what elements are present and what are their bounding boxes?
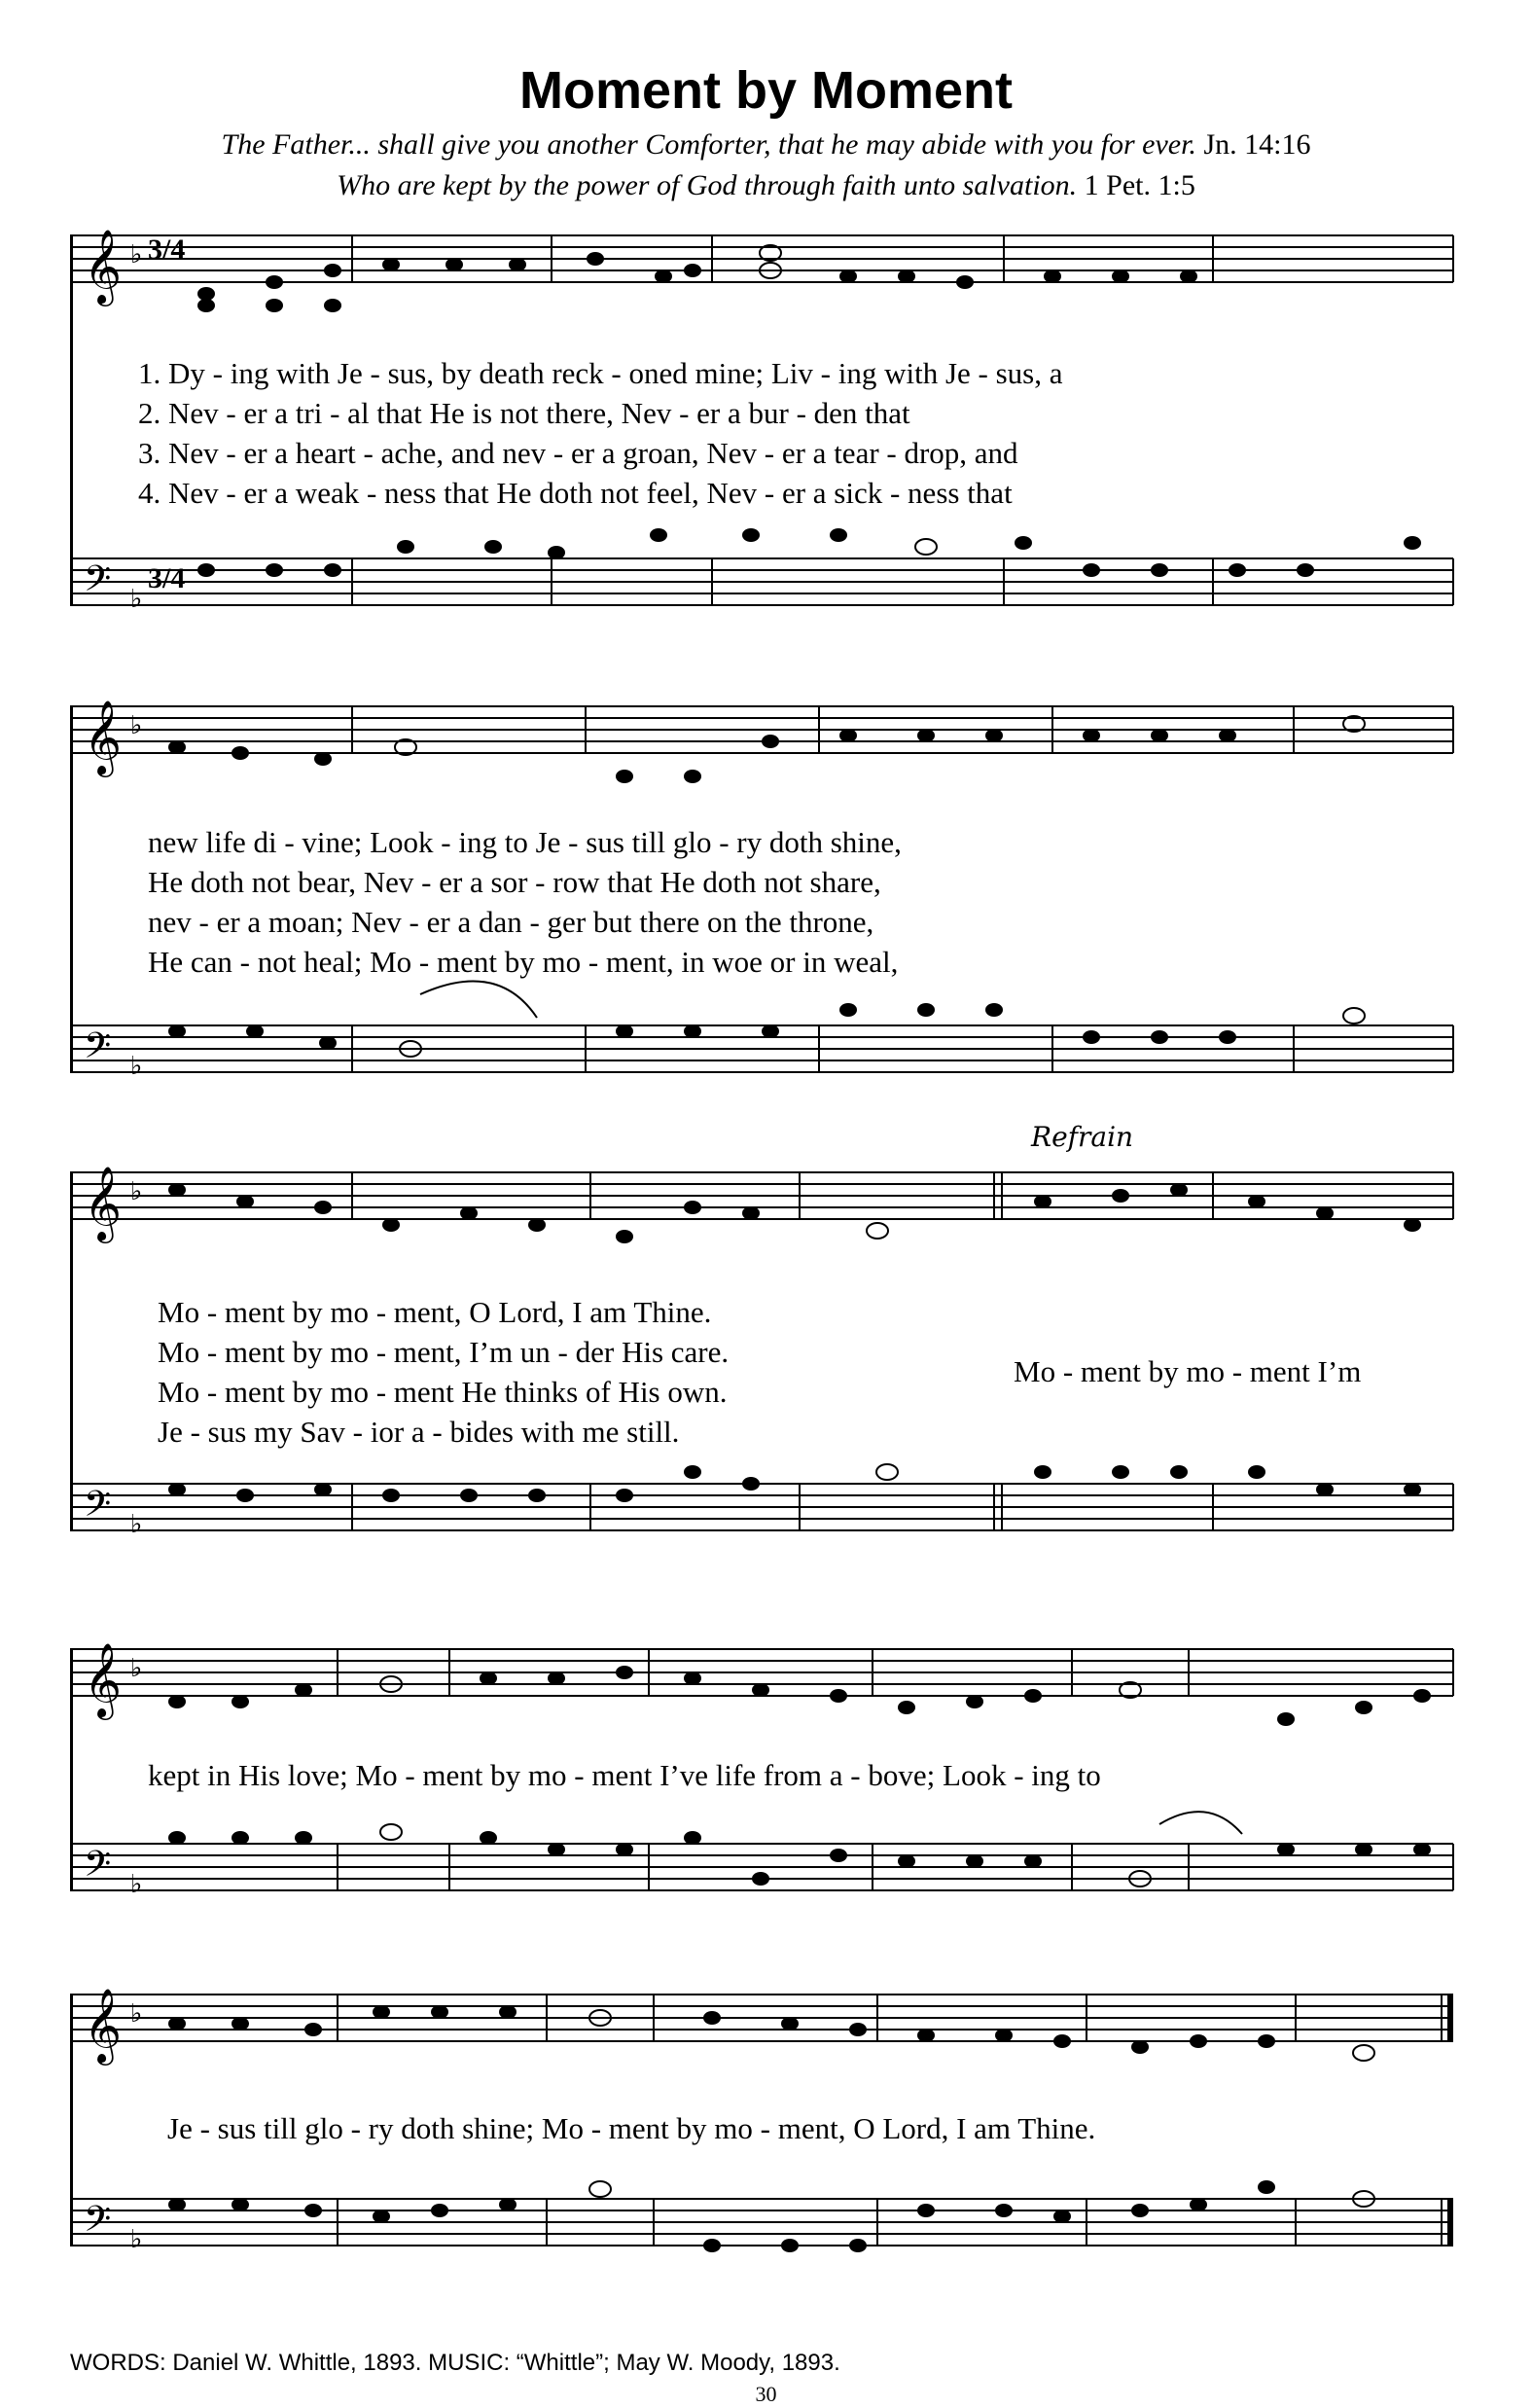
bass-clef-icon: 𝄢 (84, 559, 112, 607)
refrain-label: Refrain (1031, 1121, 1134, 1153)
time-signature-treble: 3/4 (148, 234, 186, 266)
credits-line: WORDS: Daniel W. Whittle, 1893. MUSIC: “Whittle”; May W. Moody, 1893. (70, 2350, 840, 2376)
treble-notes (168, 2005, 1374, 2061)
music-system-5 (70, 1985, 1463, 2286)
hymn-title: Moment by Moment (519, 61, 1013, 120)
bass-staff (70, 1025, 1453, 1072)
bass-notes (168, 2180, 1374, 2252)
treble-notes (168, 716, 1365, 783)
flat-icon: ♭ (130, 1654, 143, 1682)
treble-clef-icon: 𝄞 (84, 702, 123, 773)
bass-clef-icon: 𝄢 (84, 1485, 112, 1532)
lyric-line-verse-2: Mo - ment by mo - ment, I’m un - der His care. (158, 1335, 730, 1369)
tie-slur (1159, 1812, 1242, 1834)
scripture-verse-2 (0, 169, 1532, 202)
treble-clef-icon: 𝄞 (84, 232, 123, 303)
flat-icon: ♭ (130, 2225, 143, 2253)
treble-clef-icon: 𝄞 (84, 1645, 123, 1716)
lyric-line-verse-1: new life di - vine; Look - ing to Je - sus till glo - ry doth shine, (148, 825, 902, 859)
lyric-line-verse-3: 3. Nev - er a heart - ache, and nev - er a groan, Nev - er a tear - drop, and (138, 436, 1018, 470)
lyrics-block-5 (167, 2111, 1095, 2145)
treble-clef-icon: 𝄞 (84, 1168, 123, 1240)
treble-staff (70, 1995, 1453, 2041)
music-system-2 (70, 697, 1463, 1096)
bass-clef-icon: 𝄢 (84, 2200, 112, 2247)
treble-staff (70, 1172, 1453, 1219)
lyrics-block-1 (138, 356, 1063, 510)
lyrics-block-4 (148, 1758, 1101, 1792)
lyric-line-verse-2: He doth not bear, Nev - er a sor - row that He doth not share, (148, 865, 881, 899)
flat-icon: ♭ (130, 1999, 143, 2028)
scripture-verse-1 (0, 128, 1532, 162)
lyrics-block-3 (158, 1295, 1361, 1449)
flat-icon: ♭ (130, 1870, 143, 1898)
lyric-line: Je - sus till glo - ry doth shine; Mo - ment by mo - ment, O Lord, I am Thine. (167, 2111, 1096, 2145)
time-signature-bass: 3/4 (148, 562, 186, 594)
music-system-4 (70, 1639, 1463, 1931)
refrain-lyric-line: Mo - ment by mo - ment I’m (1014, 1354, 1362, 1388)
treble-notes (168, 1183, 1421, 1243)
flat-icon: ♭ (130, 1177, 143, 1205)
lyric-line-verse-3: nev - er a moan; Nev - er a dan - ger but there on the throne, (148, 905, 874, 939)
lyric-line-verse-4: 4. Nev - er a weak - ness that He doth not feel, Nev - er a sick - ness that (138, 476, 1013, 510)
bass-clef-icon: 𝄢 (84, 1845, 112, 1892)
bass-clef-icon: 𝄢 (84, 1026, 112, 1074)
lyric-line-verse-3: Mo - ment by mo - ment He thinks of His own. (158, 1375, 728, 1409)
flat-icon: ♭ (130, 585, 143, 613)
lyric-line-verse-2: 2. Nev - er a tri - al that He is not there, Nev - er a bur - den that (138, 396, 910, 430)
music-system-1 (70, 226, 1463, 634)
lyric-line-verse-4: He can - not heal; Mo - ment by mo - ment, in woe or in weal, (148, 945, 899, 979)
bass-staff (70, 2199, 1453, 2246)
scripture-1-text: The Father... shall give you another Comforter, that he may abide with you for ever. (221, 128, 1196, 161)
flat-icon: ♭ (130, 240, 143, 269)
lyric-line-verse-4: Je - sus my Sav - ior a - bides with me still. (158, 1415, 680, 1449)
bass-staff (70, 1484, 1453, 1530)
music-system-3 (70, 1163, 1463, 1591)
flat-icon: ♭ (130, 711, 143, 739)
treble-notes (197, 245, 1197, 312)
treble-clef-icon: 𝄞 (84, 1991, 123, 2062)
flat-icon: ♭ (130, 1510, 143, 1538)
scripture-2-ref: 1 Pet. 1:5 (1084, 169, 1195, 201)
final-barline (1447, 1995, 1453, 2246)
lyric-line-verse-1: Mo - ment by mo - ment, O Lord, I am Thine. (158, 1295, 712, 1329)
lyrics-block-2 (148, 825, 902, 979)
tie-slur (420, 982, 537, 1019)
treble-staff (70, 706, 1453, 753)
flat-icon: ♭ (130, 1052, 143, 1080)
scripture-1-ref: Jn. 14:16 (1203, 128, 1311, 161)
scripture-2-text: Who are kept by the power of God through faith unto salvation. (337, 169, 1078, 201)
lyric-line: kept in His love; Mo - ment by mo - ment I’ve life from a - bove; Look - ing to (148, 1758, 1101, 1792)
lyric-line-verse-1: 1. Dy - ing with Je - sus, by death reck - oned mine; Liv - ing with Je - sus, a (138, 356, 1063, 390)
page-number: 30 (755, 2382, 777, 2406)
